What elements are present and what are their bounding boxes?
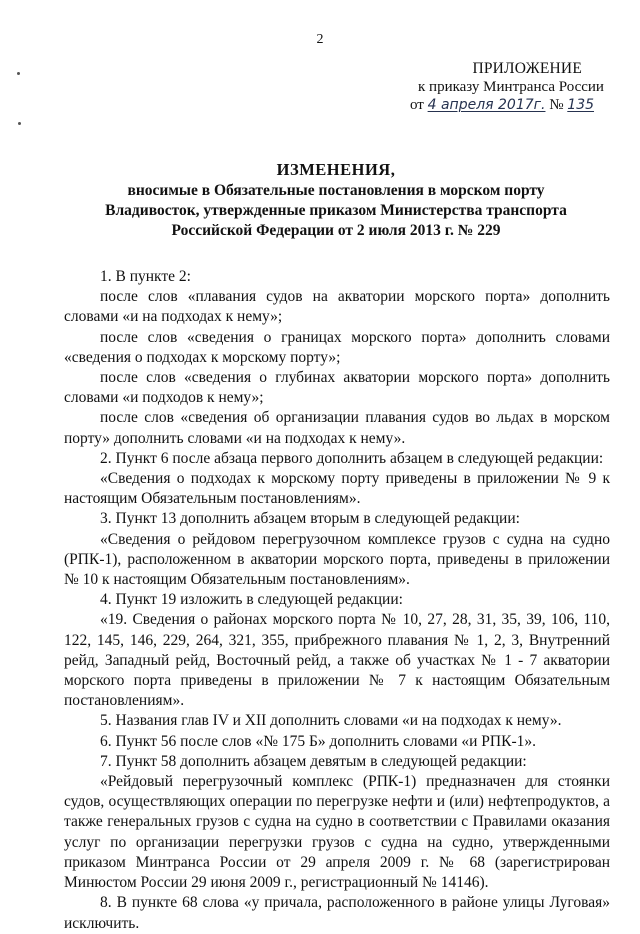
paragraph: «Сведения о подходах к морскому порту приведены в приложении № 9 к настоящим Обязательным постановлениям». — [64, 470, 610, 508]
paragraph: после слов «сведения о границах морского порта» дополнить словами «сведения о подходах к морскому порту»; — [64, 328, 610, 366]
page-number: 2 — [316, 32, 324, 47]
document-body — [64, 267, 610, 934]
paragraph: 4. Пункт 19 изложить в следующей редакции: — [100, 591, 403, 609]
heading-title: ИЗМЕНЕНИЯ, — [276, 160, 396, 179]
heading-line: вносимые в Обязательные постановления в морском порту — [127, 182, 545, 199]
appendix-block — [410, 60, 618, 114]
appendix-date-line — [410, 96, 618, 114]
paragraph: «19. Сведения о районах морского порта № 10, 27, 28, 31, 35, 39, 106, 110, 122, 145, 146, 229, 264, 321, 355, прибрежного плавания № 1, 2, 3, Внутренний рейд, Западный рейд, Восточный рейд, а также об участках № 1 - 7 акватории морского порта приведены в приложении № 7 к настоящим Обязательным постановлениям». — [64, 611, 610, 710]
paragraph: после слов «плавания судов на акватории морского порта» дополнить словами «и на подходах к нему»; — [64, 288, 610, 326]
paragraph: 3. Пункт 13 дополнить абзацем вторым в следующей редакции: — [100, 510, 520, 528]
appendix-title: ПРИЛОЖЕНИЕ — [472, 60, 582, 77]
appendix-order-line: к приказу Минтранса России — [418, 79, 604, 95]
paragraph: 7. Пункт 58 дополнить абзацем девятым в следующей редакции: — [100, 752, 527, 770]
paragraph: после слов «сведения о глубинах акватории морского порта» дополнить словами «и подходов к нему»; — [64, 369, 610, 407]
date-prefix: от — [410, 97, 424, 113]
paragraph: 2. Пункт 6 после абзаца первого дополнить абзацем в следующей редакции: — [100, 449, 604, 467]
paragraph: 5. Названия глав IV и XII дополнить словами «и на подходах к нему». — [100, 712, 562, 730]
number-prefix: № — [549, 97, 564, 113]
handwritten-number: 135 — [567, 97, 595, 113]
document-heading — [60, 160, 612, 241]
paragraph: «Сведения о рейдовом перегрузочном комплексе грузов с судна на судно (РПК-1), расположенном в акватории морского порта, приведены в приложении № 10 к настоящим Обязательным постановлениям». — [64, 530, 610, 589]
paragraph: 1. В пункте 2: — [100, 268, 191, 285]
scan-artifact — [17, 72, 20, 75]
heading-line: Владивосток, утвержденные приказом Министерства транспорта — [105, 202, 567, 219]
paragraph: 8. В пункте 68 слова «у причала, расположенного в районе улицы Луговая» исключить. — [64, 894, 610, 932]
handwritten-date: 4 апреля 2017г. — [427, 97, 546, 113]
scan-artifact — [18, 122, 21, 125]
paragraph: после слов «сведения об организации плавания судов во льдах в морском порту» дополнить словами «и на подходах к нему». — [64, 409, 610, 447]
heading-line: Российской Федерации от 2 июля 2013 г. № 229 — [171, 222, 501, 239]
paragraph: 6. Пункт 56 после слов «№ 175 Б» дополнить словами «и РПК-1». — [100, 732, 536, 750]
paragraph: «Рейдовый перегрузочный комплекс (РПК-1) предназначен для стоянки судов, осуществляющих операции по перегрузке нефти и (или) нефтепродуктов, а также генеральных грузов с судна на судно в соответствии с Правилами оказания услуг по организации перегрузки грузов с судна на судно, утвержденными приказом Минтранса России от 29 апреля 2009 г. № 68 (зарегистрирован Минюстом России 29 июня 2009 г., регистрационный № 14146). — [64, 773, 610, 892]
